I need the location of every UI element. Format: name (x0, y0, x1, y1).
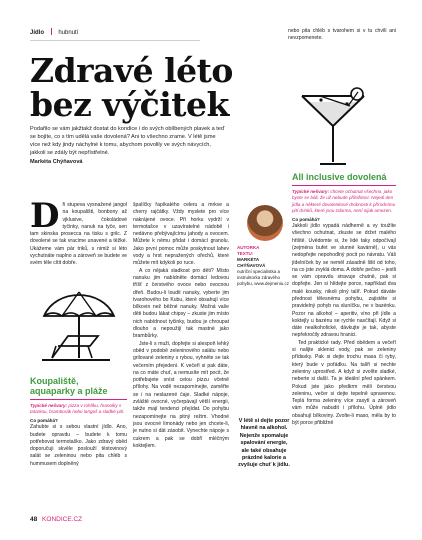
author-label-2: TEXTU: (237, 251, 254, 256)
help-label-2: Co pomáhá? (292, 216, 320, 222)
section-rule (30, 399, 127, 400)
col2-text-2: A co nějaká sladkost pro děti? Místo nanuku jim nabídněte domácí ledovou tříšť z čerstvého ovoce nebo ovocnou dřeň. Budou-li loudit nanuky, vyberte jim tvarohového bo Kubu, které obsahují více bílkovin než běžné nanuky. Možná vaše děti budou lákat chipsy – zkuste jim místo nich nabídnout tyčinky, budou je chroupat dlouho a nepoužijí tak mastné jako brambůrky. (133, 267, 229, 340)
column-2 (133, 202, 229, 450)
help-label: Co pomáhá? (30, 417, 58, 423)
typical-faults-text: pizza v rohlíku, hranolky s tatarkou, bramborák nebo langoš a sladké pití. (30, 403, 125, 415)
section-title-beaches (30, 376, 127, 396)
col1-section (30, 376, 127, 468)
author-label-1: AUTORKA (237, 245, 260, 250)
help-text: Zahubte si s sebou vlastní jídlo. Ano, budete opravdu – budete k tomu potřebovat termotaško. Jako zdravý oběd doporučuji skvěle poslouží těstovinový salát se zeleninou nebo pita chléb s hummusem doplněný (30, 424, 127, 467)
section-title-all-inclusive: All inclusive dovolená (292, 172, 387, 182)
pull-quote-text: V létě si dejte pozor hlavně na alkohol. Nejenže spomaluje spalování energie, ale také obsahuje prázdné kalorie a zvyšuje chuť k jídlu. (238, 418, 290, 469)
typical-faults (30, 403, 127, 416)
section-title-beaches-1: Koupaliště, (30, 376, 79, 386)
title-line-1: Zdravé léto (30, 51, 233, 90)
help-text-2: Jakkoli jídlo vypadá nádherně a vy toužíte všechno ochutnat, zkuste se držet malého hřiště. Uvědomte si, že lidé taky odpočívají (zejména bufet ve slunné kavárně), u vás nedopřejte nepohodlný pocit po návratu. Váš jídelníček by se neměl zásadně lišit od toho, na co jste zvyklá doma. A dobře pečivo – jestli se vám opravdu stravuje chutně, pak si dopřejte. Jen si hlídejte porce, například dva malé kousky, nikoli plný talíř. Pokud dáváte přednost tělesnému pohybu, zajistěte si pravidelný pohyb na sluníčku, ne v bazénku. Pozor na alkohol – aperitiv, víno při jídle a koktejly u bazénu se rychle nasčítají. Když si dáte nealkoholické, dávkujte je tak, abyste nepřekročily zdravou hranici. (292, 223, 396, 339)
section-header (30, 28, 78, 37)
author-name-2: CHÝŇAVOVÁ (237, 263, 266, 268)
footer-brand: KONDICE.CZ (42, 516, 83, 523)
typical-faults-label-2: Typické nešvary: (292, 189, 330, 194)
column-1 (30, 196, 127, 268)
pull-quote (238, 418, 290, 470)
intro (30, 126, 225, 167)
section-label: Jídlo (30, 30, 45, 36)
footer (30, 516, 82, 524)
typical-faults-text-2: chcete ochutnat všechno, jako byste se báli, že už nebude příležitost. Nejedi den jídla a některé dovolenkové drobnosti k přírodnímu pití drinků, které jsou zdarma, není nijak omezen. (292, 189, 396, 214)
drop-cap: D (30, 196, 60, 236)
header-rule (30, 40, 200, 41)
page-number: 48 (30, 516, 38, 523)
help-text-2b: Ted praktické rady. Před obědem a večeří si nalijte sklenici vody, pak se zeleniny přídavky. Pak si dejte trochu masa či ryby, který bude v pořádku. Na talíři si nechte zeleniny uprostřed. A když si zvolíte sladké, neberte si další. Ta je ideální před spánkem. Pokud jste jako předkrm měli čerstvou zeleninu, večer si dejte tepelně upravenou. Teplá forma zeleniny více zasytí a zároveň vám může nabudit i přílohu. Úplně jídlo obsahují bílkoviny. Zvolte-li maso, měla by to být porce přibližně (292, 339, 396, 427)
author-name-1: MARKÉTA (237, 257, 260, 262)
beach-umbrella-icon (38, 286, 118, 366)
author-photo (247, 205, 283, 241)
author-box (237, 205, 295, 287)
column-4 (292, 172, 396, 427)
author-desc: nutriční specialistka a instruktorka zdravého pohybu, www.dejmeniu.cz (237, 269, 290, 286)
subsection-label: hubnutí (58, 30, 79, 36)
col1-lead: ři stupeva vysnažené jangol na koupališti, bonbony až vjklusive, čokoládové tyčinky, nanuk na tyče, sen tam skinska prosecca na tisku s grilc. Z dovolené se tak vracíme unavené a těžké. Ukážeme vám pár triků, s nimiž si léto vychutnáte naplno a zároveň se budete ve svém těle cítit dobře. (30, 202, 127, 267)
section-rule-2 (292, 185, 396, 186)
cocktail-icon (300, 84, 380, 172)
col2-text-3: Jste-li s muži, dopřejte si alespoň lehký oběd v podobě zeleninového salátu nebo grilované zeleniny s rybou, vyhněte se tak večerním přejedení. K večeři si pak dáte, na co máte chuť, a nemusíte mít pocit, že potřebujete sníst celou pizzu včetně přílohy. Na vodě nezapomínejte, zaměřte se i na neslazené čaje. Sladké nápoje, zvláště ovocné, vyčerpávají větší energii, takže mají tendenci přejídat. Do pohybu nezapomínejte na pitný režim. Vhodné jsou ovocné limonády nebo jen chcete-li, je nutno si dát zásobit. Vynechte nápoje s cukrem a pak se dobří mléčným koktejlem. (133, 340, 229, 449)
title-line-2: bez výčitek (30, 85, 229, 124)
typical-faults-2 (292, 189, 396, 215)
col2-text-1: špalíčky řapíkatého celeru a mrkve a cherry rajčátky. Vždy myslete pro více nakrájené ovoce. Při horku vydrží v termotašce v uzavíratelné nádobě i nedávno přebývajícímu jahody a ovocem. Můžete k němu přidat i domácí granolu. Jako první pomoc může poskytnout lahev vody a hrst nepražených ořechů, které můžete mít kdykoli po ruce. (133, 202, 229, 267)
intro-author: Markéta Chýňavová (30, 158, 83, 165)
divider (51, 28, 52, 35)
page-title (30, 51, 233, 124)
section-title-beaches-2: aquaparky a pláže (30, 386, 108, 396)
col4-text-top: nebo pita chléb s tvarohem si v tu chvíli ani nevzpomenete. (288, 28, 396, 42)
typical-faults-label: Typické nešvary: (30, 403, 68, 408)
intro-text: Podařilo se vám jakžtakž dostat do kondice i do svých oblíbených plavek a teď se bojíte, co s tím udělá vaše dovolená? Ani to všechno zrame. V létě jsme více než kdy jindy náchylné k tomu, abychom povolily ve svých návycích, jakkoli se zdály být nepřístřelné. (30, 126, 225, 156)
